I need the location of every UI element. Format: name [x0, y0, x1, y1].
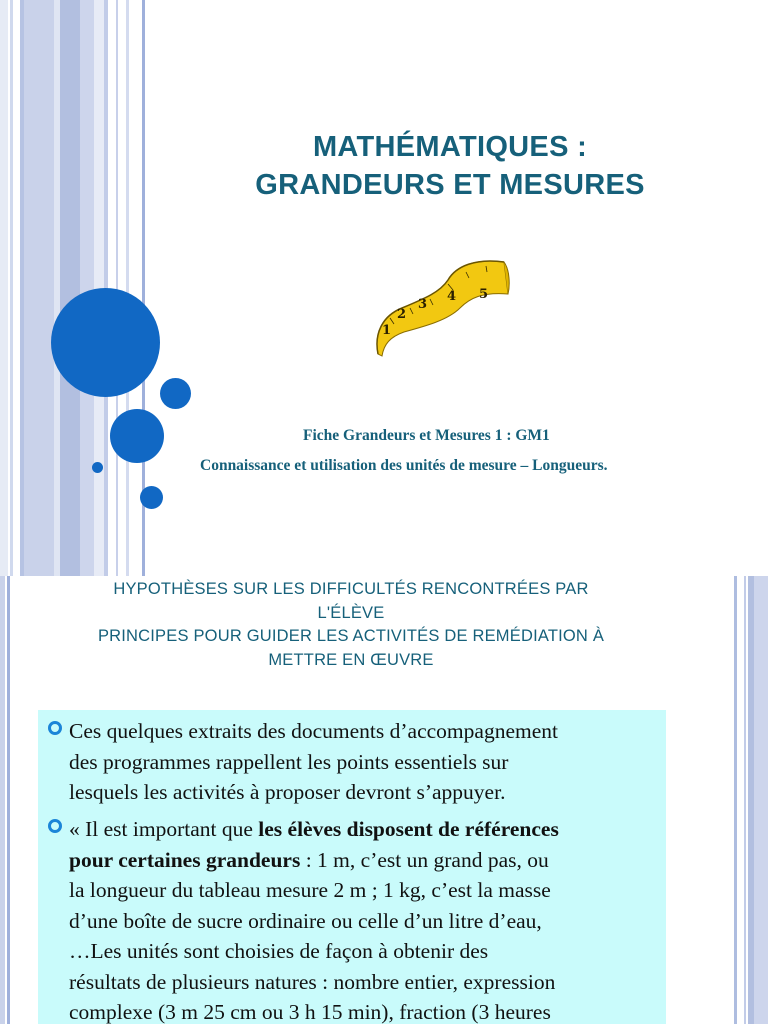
- decorative-stripes-right: [734, 576, 768, 1024]
- heading-line-1: HYPOTHÈSES SUR LES DIFFICULTÉS RENCONTRÉES PAR: [113, 580, 589, 598]
- bullet-1-line: lesquels les activités à proposer devront s’appuyer.: [69, 780, 506, 804]
- decorative-circle-large: [51, 288, 160, 397]
- title-line-2: GRANDEURS ET MESURES: [255, 169, 645, 201]
- decorative-circle-small-2: [140, 486, 163, 509]
- bullet-2-line-5: …Les unités sont choisies de façon à obtenir des: [69, 939, 489, 963]
- bullet-2-text: [69, 814, 659, 1024]
- bullet-ring-icon: [48, 721, 62, 735]
- tape-number-2: 2: [397, 307, 407, 322]
- bullet-2-line-6: résultats de plusieurs natures : nombre entier, expression: [69, 969, 556, 994]
- decorative-circle-tiny: [92, 462, 103, 473]
- tape-number-4: 4: [447, 289, 457, 304]
- bullet-2-line-7: complexe (3 m 25 cm ou 3 h 15 min), fraction (3 heures: [69, 1000, 551, 1024]
- decorative-circle-small: [160, 378, 191, 409]
- bullet-1-line: Ces quelques extraits des documents d’accompagnement: [69, 719, 558, 743]
- bullet-ring-icon: [48, 819, 62, 833]
- slide-title-text: [180, 128, 720, 204]
- decorative-circle-medium: [110, 409, 164, 463]
- bold-run: les élèves disposent de références: [258, 817, 559, 841]
- heading-line-3: PRINCIPES POUR GUIDER LES ACTIVITÉS DE REMÉDIATION À: [97, 627, 605, 645]
- decorative-stripes-left-slide2: [0, 576, 10, 1024]
- heading-line-4: METTRE EN ŒUVRE: [268, 650, 434, 669]
- bullet-1-line: des programmes rappellent les points essentiels sur: [69, 749, 509, 774]
- text-run: : 1 m, c’est un grand pas, ou: [300, 847, 549, 872]
- title-line-1: MATHÉMATIQUES :: [312, 131, 588, 163]
- slide-heading: [40, 578, 662, 672]
- tape-number-3: 3: [418, 297, 428, 312]
- subtitle-fiche: Fiche Grandeurs et Mesures 1 : GM1: [303, 427, 550, 444]
- bullet-2-line-3: la longueur du tableau mesure 2 m ; 1 kg, c’est la masse: [69, 878, 551, 902]
- slide-content: [0, 576, 768, 1024]
- bullet-2-line-4: d’une boîte de sucre ordinaire ou celle d’un litre d’eau,: [69, 908, 542, 933]
- decorative-stripes-left: [0, 0, 150, 576]
- text-run: « Il est important que: [69, 817, 259, 841]
- bold-run: pour certaines grandeurs: [69, 847, 301, 872]
- heading-line-2: L'ÉLÈVE: [317, 603, 385, 622]
- tape-number-1: 1: [382, 323, 392, 338]
- measuring-tape-illustration: [368, 252, 518, 362]
- bullet-2-line-1: [69, 814, 659, 845]
- tape-number-5: 5: [479, 287, 489, 302]
- bullet-2-line-2: [69, 845, 659, 876]
- content-box: [38, 710, 666, 1024]
- bullet-1-text: [69, 716, 659, 808]
- subtitle-description: Connaissance et utilisation des unités de mesure – Longueurs.: [200, 457, 608, 474]
